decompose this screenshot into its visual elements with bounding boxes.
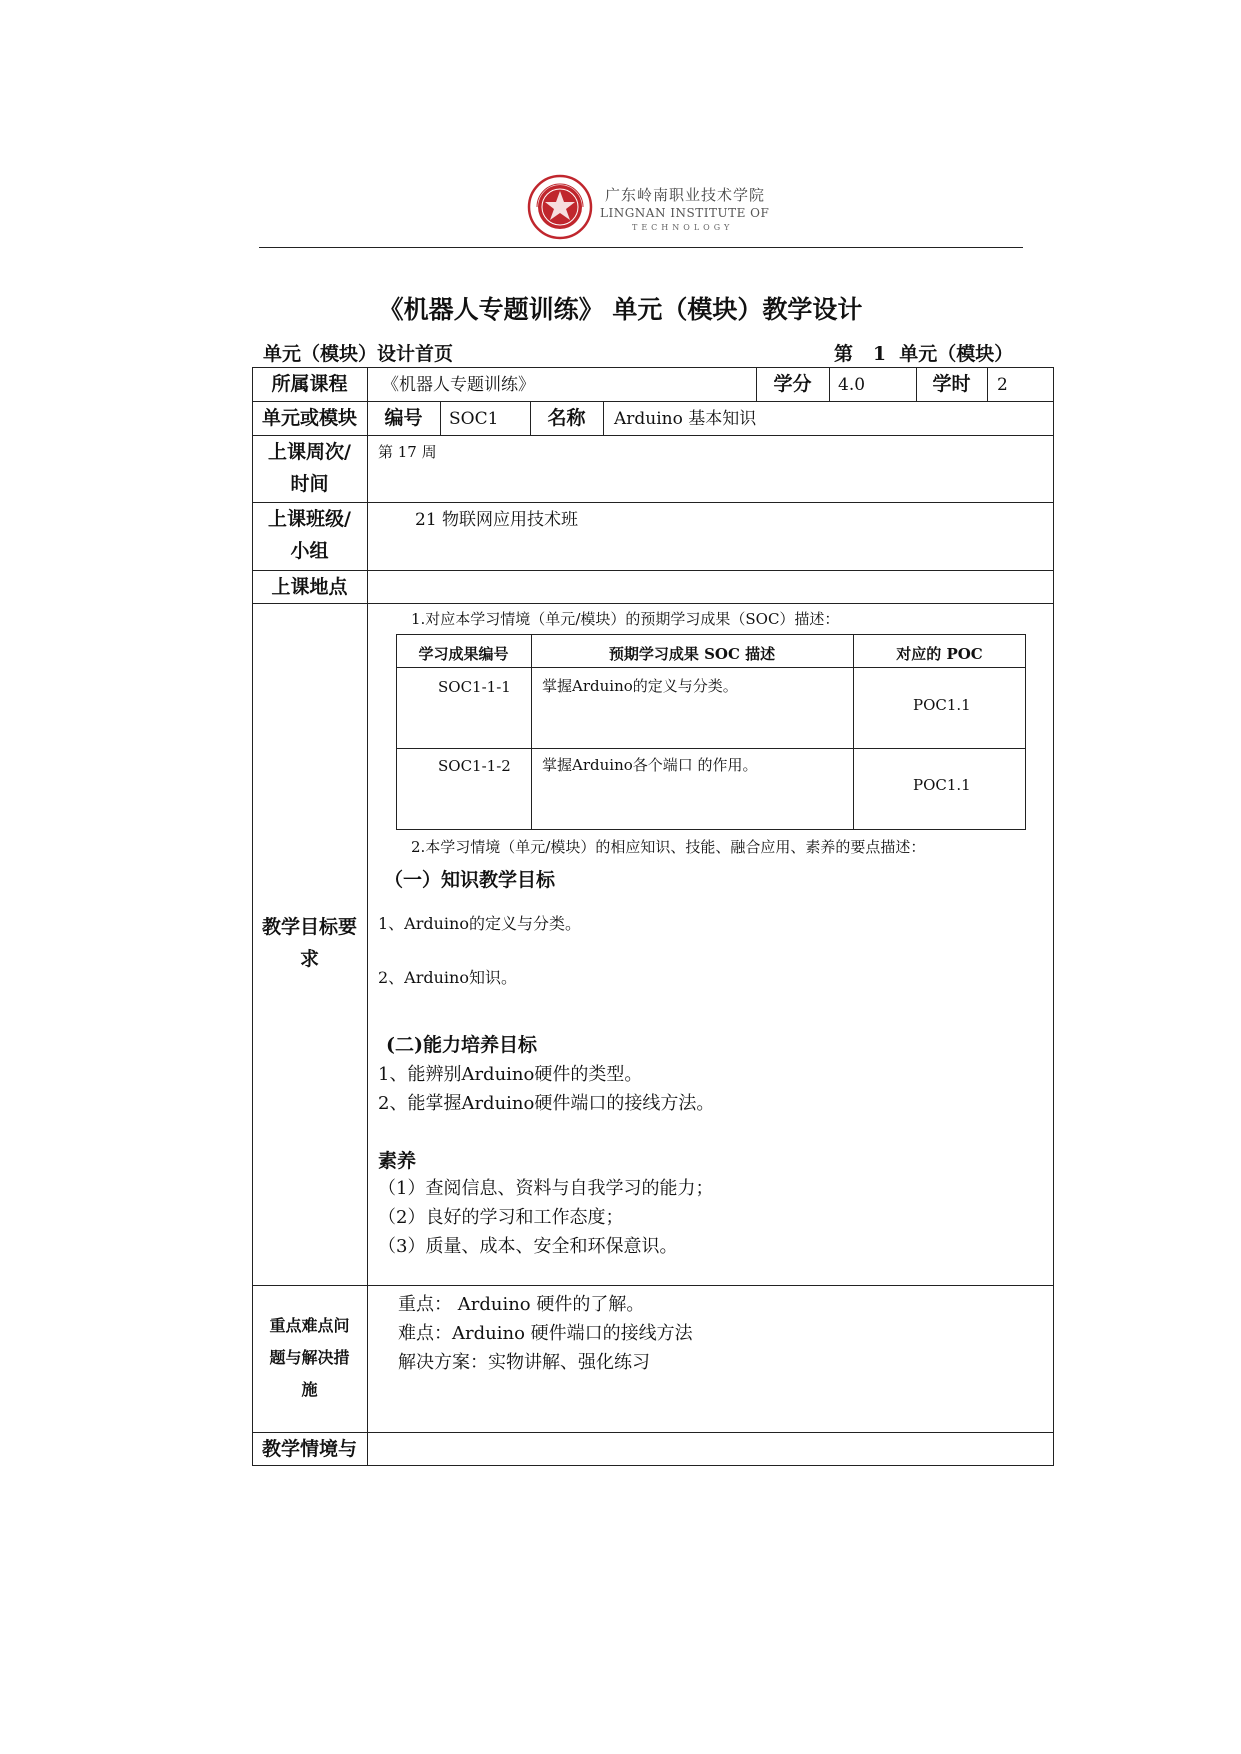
school-name-en-2: TECHNOLOGY xyxy=(632,223,734,232)
literacy-item-2: （2）良好的学习和工作态度； xyxy=(378,1207,624,1228)
knowledge-item-1: 1、Arduino的定义与分类。 xyxy=(378,914,581,933)
label-keypoints-line3: 施 xyxy=(301,1380,318,1399)
unit-design-table xyxy=(252,367,1054,1466)
label-unit: 单元或模块 xyxy=(261,407,357,429)
label-keypoints-line1: 重点难点问 xyxy=(269,1316,350,1335)
ability-item-2: 2、能掌握Arduino硬件端口的接线方法。 xyxy=(378,1093,715,1114)
ability-title: (二)能力培养目标 xyxy=(386,1034,537,1056)
label-course: 所属课程 xyxy=(271,373,348,395)
soc-row2-id: SOC1-1-2 xyxy=(438,757,511,775)
week-value: 第 17 周 xyxy=(378,443,437,461)
literacy-item-3: （3）质量、成本、安全和环保意识。 xyxy=(378,1236,678,1257)
school-name-en: LINGNAN INSTITUTE OF xyxy=(600,206,770,220)
credit-value: 4.0 xyxy=(838,375,866,395)
name-value: Arduino 基本知识 xyxy=(614,409,757,429)
knowledge-title: （一）知识教学目标 xyxy=(384,869,556,891)
label-code: 编号 xyxy=(384,407,423,429)
soc-header-desc: 预期学习成果 SOC 描述 xyxy=(608,645,776,663)
row-divider xyxy=(252,603,1054,604)
elements-intro: 2.本学习情境（单元/模块）的相应知识、技能、融合应用、素养的要点描述： xyxy=(411,838,926,856)
soc-header-poc: 对应的 POC xyxy=(896,645,983,663)
col-divider xyxy=(987,367,988,401)
solution: 解决方案：实物讲解、强化练习 xyxy=(398,1352,650,1373)
school-name-cn: 广东岭南职业技术学院 xyxy=(605,186,766,204)
code-value: SOC1 xyxy=(449,409,499,429)
soc-row1-poc: POC1.1 xyxy=(913,696,971,714)
label-objectives-line1: 教学目标要 xyxy=(261,916,357,938)
literacy-item-1: （1）查阅信息、资料与自我学习的能力； xyxy=(378,1178,714,1199)
difficult-point: 难点：Arduino 硬件端口的接线方法 xyxy=(398,1323,693,1344)
header-divider xyxy=(259,247,1023,248)
label-name: 名称 xyxy=(547,407,586,429)
label-objectives-line2: 求 xyxy=(299,948,319,970)
class-value: 21 物联网应用技术班 xyxy=(415,510,579,530)
subhead-right: 第 1 单元（模块） xyxy=(834,343,1014,365)
col-divider xyxy=(440,401,441,435)
label-class-line1: 上课班级/ xyxy=(268,508,351,530)
col-divider xyxy=(829,367,830,401)
label-teaching-context: 教学情境与 xyxy=(261,1438,357,1460)
label-week-line1: 上课周次/ xyxy=(268,441,351,463)
row-divider xyxy=(252,1432,1054,1433)
soc-row1-id: SOC1-1-1 xyxy=(438,678,511,696)
school-seal-icon xyxy=(527,174,593,240)
row-divider xyxy=(252,435,1054,436)
label-class-line2: 小组 xyxy=(290,540,329,562)
soc-row2-poc: POC1.1 xyxy=(913,776,971,794)
col-divider xyxy=(367,367,368,1466)
label-keypoints-line2: 题与解决措 xyxy=(269,1348,350,1367)
row-divider xyxy=(252,570,1054,571)
soc-row-divider xyxy=(396,748,1026,749)
ability-item-1: 1、能辨别Arduino硬件的类型。 xyxy=(378,1064,643,1085)
literacy-title: 素养 xyxy=(378,1150,417,1172)
soc-row-divider xyxy=(396,667,1026,668)
soc-row1-desc: 掌握Arduino的定义与分类。 xyxy=(542,677,738,695)
knowledge-item-2: 2、Arduino知识。 xyxy=(378,968,517,987)
label-credit: 学分 xyxy=(773,373,812,395)
subhead-left: 单元（模块）设计首页 xyxy=(263,343,454,365)
soc-intro: 1.对应本学习情境（单元/模块）的预期学习成果（SOC）描述： xyxy=(411,610,840,628)
soc-header-id: 学习成果编号 xyxy=(418,645,509,663)
soc-row2-desc: 掌握Arduino各个端口 的作用。 xyxy=(542,756,758,774)
document-title: 《机器人专题训练》 单元（模块）教学设计 xyxy=(378,295,863,324)
school-logo xyxy=(527,174,787,240)
label-week-line2: 时间 xyxy=(290,473,329,495)
label-location: 上课地点 xyxy=(271,576,348,598)
col-divider xyxy=(603,401,604,435)
key-point: 重点： Arduino 硬件的了解。 xyxy=(398,1294,645,1315)
course-value: 《机器人专题训练》 xyxy=(382,375,535,395)
hours-value: 2 xyxy=(997,375,1008,395)
row-divider xyxy=(252,502,1054,503)
label-hours: 学时 xyxy=(932,373,971,395)
row-divider xyxy=(252,1285,1054,1286)
